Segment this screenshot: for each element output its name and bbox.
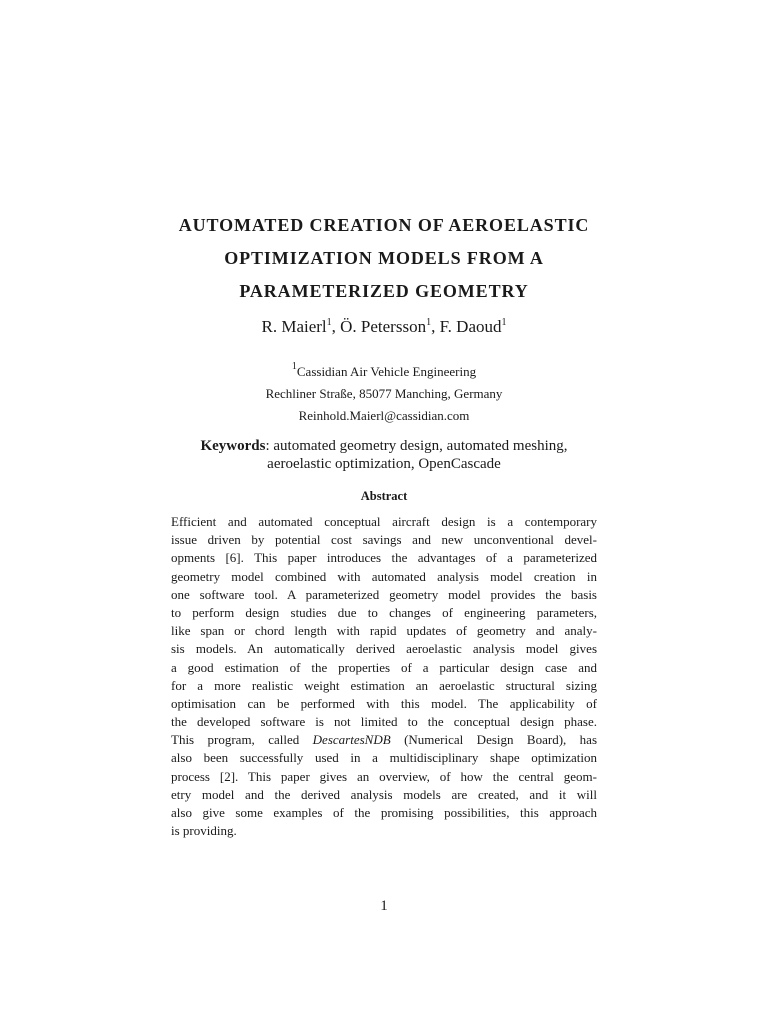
abstract-line: for a more realistic weight estimation an aeroelastic structural sizing [171,677,597,693]
abstract-line-start: This program, called [171,732,313,748]
abstract-line: a good estimation of the properties of a particular design case and [171,659,597,675]
title-line: PARAMETERIZED GEOMETRY [239,281,529,301]
affiliation-marker: 1 [291,361,297,372]
paper-title [0,209,768,308]
author-name: Ö. Petersson [340,317,427,336]
abstract-line: to perform design studies due to changes of engineering parameters, [171,604,597,620]
affiliation-address: Rechliner Straße, 85077 Manching, Germany [265,386,503,401]
keywords-block [0,437,768,473]
abstract-line: geometry model combined with automated analysis model creation in [171,568,597,584]
abstract-line: also been successfully used in a multidisciplinary shape optimization [171,750,597,766]
page-number: 1 [380,898,388,914]
abstract-line-with-program-name [171,731,597,749]
author-list [0,314,768,340]
title-line: OPTIMIZATION MODELS FROM A [224,248,544,268]
author-affiliation-marker: 1 [326,317,332,328]
abstract-line: opments [6]. This paper introduces the advantages of a parameterized [171,550,597,566]
abstract-line: the developed software is not limited to the conceptual design phase. [171,714,597,730]
abstract-line: optimisation can be performed with this model. The applicability of [171,695,597,711]
abstract-line: Efficient and automated conceptual aircraft design is a contemporary [171,514,597,529]
affiliation-org-text: Cassidian Air Vehicle Engineering [296,364,477,379]
abstract-line: like span or chord length with rapid updates of geometry and analy- [171,623,597,639]
abstract-line-end: (Numerical Design Board), has [390,732,598,748]
author-affiliation-marker: 1 [426,317,432,328]
author-separator: , [331,317,341,336]
author-separator: , [431,317,440,336]
abstract-line: one software tool. A parameterized geometry model provides the basis [171,586,597,602]
author-affiliation-marker: 1 [501,317,507,328]
author-email: Reinhold.Maierl@cassidian.com [298,408,470,423]
abstract-body [171,513,597,840]
keywords-text: aeroelastic optimization, OpenCascade [267,456,501,472]
program-name: DescartesNDB [312,732,391,748]
author-name: F. Daoud [439,317,502,336]
abstract-line: is providing. [171,823,237,839]
abstract-line: process [2]. This paper gives an overview, of how the central geom- [171,768,597,784]
affiliation-organization [0,362,768,382]
abstract-line: sis models. An automatically derived aeroelastic analysis model gives [171,641,597,657]
title-line: AUTOMATED CREATION OF AEROELASTIC [178,215,590,235]
abstract-line: etry model and the derived analysis models are created, and it will [171,786,597,802]
keywords-label: Keywords [200,438,266,454]
abstract-line: issue driven by potential cost savings and new unconventional devel- [171,532,597,548]
keywords-text: : automated geometry design, automated meshing, [265,438,568,454]
abstract-line: also give some examples of the promising possibilities, this approach [171,805,597,820]
abstract-heading: Abstract [360,489,408,503]
author-name: R. Maierl [261,317,327,336]
